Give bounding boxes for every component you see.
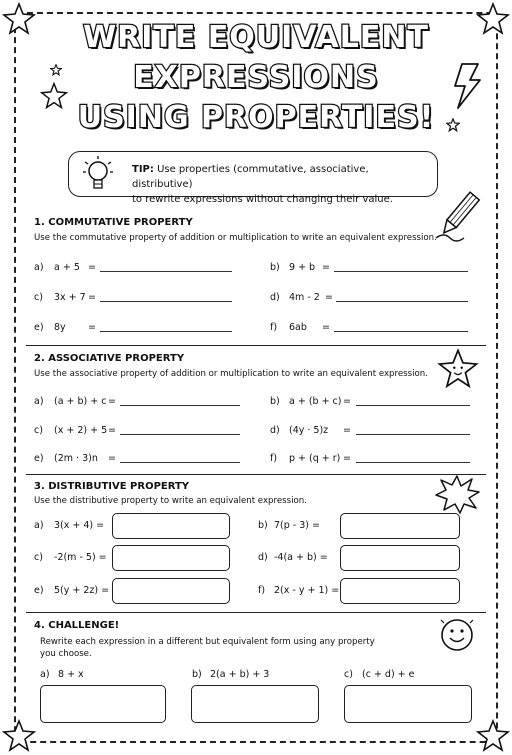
s1-e-expr: 8y bbox=[54, 322, 66, 333]
s1-f-eq: = bbox=[322, 322, 330, 333]
s3-e-expr: 5(y + 2z) = bbox=[54, 585, 110, 596]
tip-line-2: to rewrite expressions without changing their value. bbox=[132, 194, 393, 205]
section-1-instruction: Use the commutative property of addition or multiplication to write an equivalent expression. bbox=[34, 233, 437, 243]
s2-e-answer-line[interactable] bbox=[120, 462, 240, 463]
section-4-instruction-line-2: you choose. bbox=[40, 649, 92, 659]
s4-a-expr: 8 + x bbox=[58, 669, 84, 680]
s3-d-letter: d) bbox=[258, 552, 268, 563]
section-3-title: 3. DISTRIBUTIVE PROPERTY bbox=[34, 481, 190, 492]
tip-label: TIP: bbox=[132, 164, 154, 175]
s1-c-expr: 3x + 7 bbox=[54, 292, 86, 303]
s2-b-answer-line[interactable] bbox=[356, 405, 470, 406]
s1-b-eq: = bbox=[322, 262, 330, 273]
s3-a-letter: a) bbox=[34, 520, 44, 531]
star-face-icon bbox=[436, 348, 480, 390]
s1-c-letter: c) bbox=[34, 292, 43, 303]
s3-d-expr: -4(a + b) = bbox=[274, 552, 328, 563]
s3-a-answer-box[interactable] bbox=[112, 513, 230, 539]
s3-d-answer-box[interactable] bbox=[340, 545, 460, 571]
s2-f-eq: = bbox=[343, 453, 351, 464]
s2-a-answer-line[interactable] bbox=[120, 405, 240, 406]
s1-a-letter: a) bbox=[34, 262, 44, 273]
s2-e-eq: = bbox=[108, 453, 116, 464]
section-divider bbox=[26, 474, 486, 475]
title-line-1: WRITE EQUIVALENT bbox=[83, 20, 429, 55]
s3-f-letter: f) bbox=[258, 585, 266, 596]
section-3-instruction: Use the distributive property to write an equivalent expression. bbox=[34, 496, 307, 506]
s1-f-expr: 6ab bbox=[289, 322, 307, 333]
s4-c-letter: c) bbox=[344, 669, 353, 680]
section-2-title: 2. ASSOCIATIVE PROPERTY bbox=[34, 353, 185, 364]
s2-f-expr: p + (q + r) bbox=[289, 453, 341, 464]
title-line-3: USING PROPERTIES! bbox=[77, 100, 435, 135]
tip-text bbox=[132, 162, 432, 207]
s3-f-expr: 2(x - y + 1) = bbox=[274, 585, 340, 596]
s2-c-answer-line[interactable] bbox=[120, 434, 240, 435]
s4-c-answer-box[interactable] bbox=[344, 685, 472, 723]
s3-c-expr: -2(m - 5) = bbox=[54, 552, 107, 563]
burst-icon bbox=[434, 474, 480, 514]
s1-e-answer-line[interactable] bbox=[100, 331, 232, 332]
s2-d-letter: d) bbox=[270, 425, 280, 436]
title-line-2: EXPRESSIONS bbox=[133, 60, 379, 95]
section-2-instruction: Use the associative property of addition or multiplication to write an equivalent expression. bbox=[34, 369, 428, 379]
s1-e-letter: e) bbox=[34, 322, 44, 333]
s3-e-letter: e) bbox=[34, 585, 44, 596]
s2-a-letter: a) bbox=[34, 396, 44, 407]
section-1-title: 1. COMMUTATIVE PROPERTY bbox=[34, 217, 193, 228]
s1-b-expr: 9 + b bbox=[289, 262, 316, 273]
s2-e-expr: (2m · 3)n bbox=[54, 453, 98, 464]
s2-c-eq: = bbox=[108, 425, 116, 436]
s2-f-answer-line[interactable] bbox=[356, 462, 470, 463]
s2-a-expr: (a + b) + c bbox=[54, 396, 107, 407]
s1-b-letter: b) bbox=[270, 262, 280, 273]
s2-d-expr: (4y · 5)z bbox=[289, 425, 329, 436]
s4-b-answer-box[interactable] bbox=[191, 685, 319, 723]
s2-f-letter: f) bbox=[270, 453, 278, 464]
s1-e-eq: = bbox=[88, 322, 96, 333]
s1-c-answer-line[interactable] bbox=[100, 301, 232, 302]
section-4-title: 4. CHALLENGE! bbox=[34, 620, 120, 631]
s2-a-eq: = bbox=[108, 396, 116, 407]
s1-f-answer-line[interactable] bbox=[334, 331, 468, 332]
s1-a-answer-line[interactable] bbox=[100, 271, 232, 272]
lightbulb-icon bbox=[80, 154, 116, 196]
s1-d-eq: = bbox=[325, 292, 333, 303]
s4-b-expr: 2(a + b) + 3 bbox=[210, 669, 270, 680]
s3-a-expr: 3(x + 4) = bbox=[54, 520, 105, 531]
s4-a-answer-box[interactable] bbox=[40, 685, 166, 723]
s1-d-expr: 4m - 2 bbox=[289, 292, 320, 303]
s3-e-answer-box[interactable] bbox=[112, 578, 230, 604]
s1-a-eq: = bbox=[88, 262, 96, 273]
s2-b-expr: a + (b + c) bbox=[289, 396, 342, 407]
s2-c-letter: c) bbox=[34, 425, 43, 436]
s4-b-letter: b) bbox=[192, 669, 202, 680]
s3-b-letter: b) bbox=[258, 520, 268, 531]
section-divider bbox=[26, 345, 486, 346]
s2-b-eq: = bbox=[343, 396, 351, 407]
pencil-icon bbox=[430, 188, 486, 246]
s2-e-letter: e) bbox=[34, 453, 44, 464]
section-4-instruction-line-1: Rewrite each expression in a different but equivalent form using any property bbox=[40, 637, 375, 647]
s1-b-answer-line[interactable] bbox=[334, 271, 468, 272]
s3-c-answer-box[interactable] bbox=[112, 545, 230, 571]
s2-d-answer-line[interactable] bbox=[356, 434, 470, 435]
tip-line-1: Use properties (commutative, associative, distributive) bbox=[132, 164, 369, 190]
s3-b-answer-box[interactable] bbox=[340, 513, 460, 539]
s1-c-eq: = bbox=[88, 292, 96, 303]
section-divider bbox=[26, 612, 486, 613]
s3-f-answer-box[interactable] bbox=[340, 578, 460, 604]
s2-b-letter: b) bbox=[270, 396, 280, 407]
smiley-icon bbox=[438, 616, 476, 654]
s3-b-expr: 7(p - 3) = bbox=[274, 520, 320, 531]
s1-d-answer-line[interactable] bbox=[336, 301, 468, 302]
s2-c-expr: (x + 2) + 5 bbox=[54, 425, 108, 436]
s1-a-expr: a + 5 bbox=[54, 262, 80, 273]
s1-d-letter: d) bbox=[270, 292, 280, 303]
s4-c-expr: (c + d) + e bbox=[362, 669, 415, 680]
s2-d-eq: = bbox=[343, 425, 351, 436]
s1-f-letter: f) bbox=[270, 322, 278, 333]
star-icon bbox=[2, 719, 36, 753]
s4-a-letter: a) bbox=[40, 669, 50, 680]
s3-c-letter: c) bbox=[34, 552, 43, 563]
star-icon bbox=[476, 719, 510, 753]
